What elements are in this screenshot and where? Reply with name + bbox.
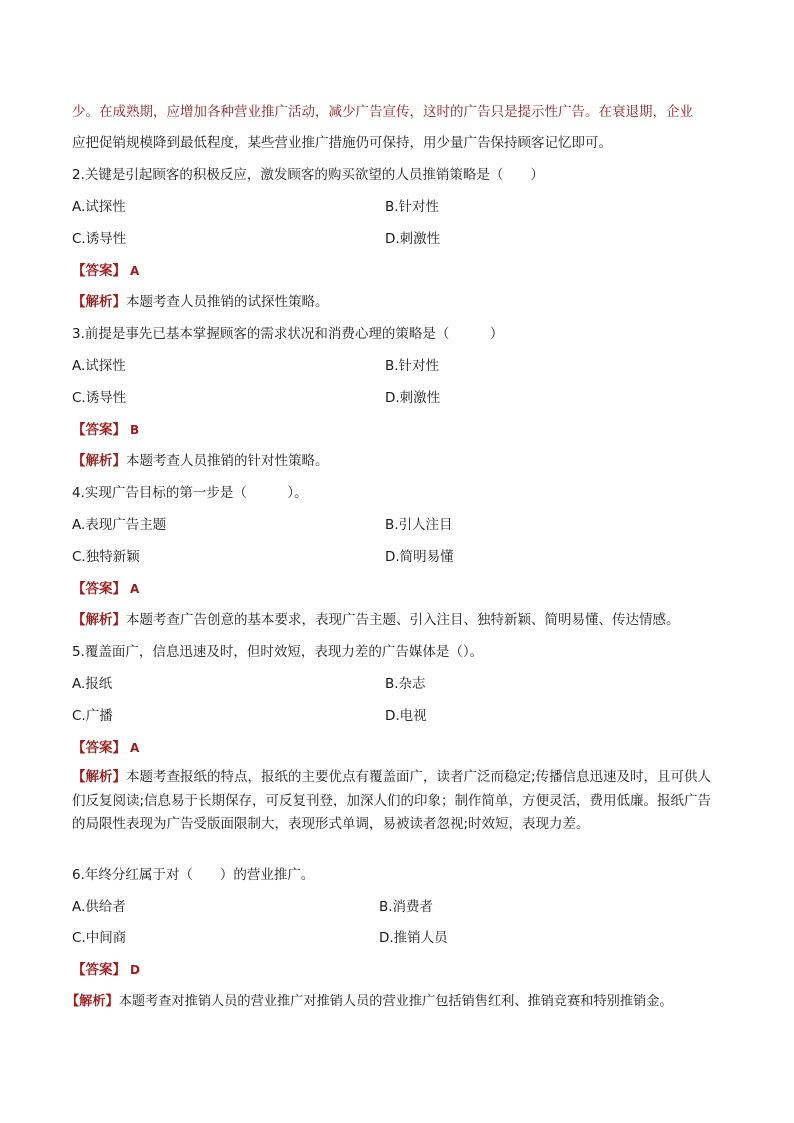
answer-tag: 【答案】 [72, 581, 126, 597]
question-2-explanation [72, 293, 329, 311]
question-2-option-a: A.试探性 [72, 199, 126, 215]
question-3-stem: 3.前提是事先已基本掌握顾客的需求状况和消费心理的策略是（ ） [72, 326, 504, 342]
explanation-tag: 【解析】 [66, 994, 119, 1009]
answer-tag: 【答案】 [72, 740, 126, 756]
intro-line-1: 少。在成熟期，应增加各种营业推广活动，减少广告宣传，这时的广告只是提示性广告。在衰退期，企业 [72, 104, 693, 120]
question-4-option-c: C.独特新颖 [72, 549, 140, 565]
question-3-option-b: B.针对性 [385, 358, 440, 374]
question-4-stem: 4.实现广告目标的第一步是（ ）。 [72, 485, 308, 501]
question-2-option-d: D.刺激性 [385, 231, 441, 247]
question-6-option-a: A.供给者 [72, 899, 126, 915]
question-3-option-d: D.刺激性 [385, 390, 441, 406]
question-5-option-b: B.杂志 [385, 676, 426, 692]
answer-value: A [130, 264, 140, 278]
question-5-option-c: C.广播 [72, 708, 113, 724]
question-6-option-c: C.中间商 [72, 930, 127, 946]
answer-tag: 【答案】 [72, 962, 126, 978]
question-6-explanation [66, 993, 673, 1011]
explanation-tag: 【解析】 [72, 294, 126, 310]
question-2-option-c: C.诱导性 [72, 231, 127, 247]
explanation-tag: 【解析】 [72, 769, 126, 785]
question-3-explanation [72, 452, 329, 470]
question-6-stem: 6.年终分红属于对（ ）的营业推广。 [72, 867, 315, 883]
explanation-tag: 【解析】 [72, 612, 126, 628]
question-2-option-b: B.针对性 [385, 199, 440, 215]
question-3-option-c: C.诱导性 [72, 390, 127, 406]
question-4-option-a: A.表现广告主题 [72, 517, 167, 533]
question-5-option-d: D.电视 [385, 708, 427, 724]
question-4-option-d: D.简明易懂 [385, 549, 454, 565]
explanation-text: 本题考查人员推销的试探性策略。 [126, 294, 329, 310]
question-5-stem: 5.覆盖面广，信息迅速及时，但时效短，表现力差的广告媒体是（）。 [72, 644, 484, 660]
question-4-explanation [72, 611, 680, 629]
explanation-text: 本题考查人员推销的针对性策略。 [126, 453, 329, 469]
question-4-answer [72, 580, 139, 598]
explanation-tag: 【解析】 [72, 453, 126, 469]
question-3-option-a: A.试探性 [72, 358, 126, 374]
answer-tag: 【答案】 [72, 422, 126, 438]
explanation-text: 本题考查对推销人员的营业推广对推销人员的营业推广包括销售红利、推销竞赛和特别推销金。 [118, 994, 673, 1009]
explanation-text: 本题考查广告创意的基本要求，表现广告主题、引入注目、独特新颖、简明易懂、传达情感。 [126, 612, 680, 628]
answer-value: A [130, 582, 140, 596]
question-4-option-b: B.引人注目 [385, 517, 453, 533]
question-5-explanation [72, 766, 724, 837]
question-3-answer [72, 421, 139, 439]
explanation-text: 本题考查报纸的特点，报纸的主要优点有覆盖面广，读者广泛而稳定;传播信息迅速及时，且可供人们反复阅读;信息易于长期保存，可反复刊登，加深人们的印象；制作简单，方便灵活，费用低廉。报纸广告的局限性表现为广告受版面限制大，表现形式单调，易被读者忽视;时效短，表现力差。 [72, 769, 712, 832]
question-6-option-b: B.消费者 [379, 899, 434, 915]
question-5-answer [72, 739, 139, 757]
question-2-stem: 2.关键是引起顾客的积极反应，激发顾客的购买欲望的人员推销策略是（ ） [72, 167, 544, 183]
answer-value: D [130, 963, 140, 977]
question-5-option-a: A.报纸 [72, 676, 113, 692]
intro-line-2: 应把促销规模降到最低程度，某些营业推广措施仍可保持，用少量广告保持顾客记忆即可。 [72, 135, 612, 151]
answer-value: B [130, 423, 140, 437]
question-6-option-d: D.推销人员 [379, 930, 448, 946]
answer-value: A [130, 741, 140, 755]
answer-tag: 【答案】 [72, 263, 126, 279]
question-6-answer [72, 961, 140, 979]
question-2-answer [72, 262, 139, 280]
